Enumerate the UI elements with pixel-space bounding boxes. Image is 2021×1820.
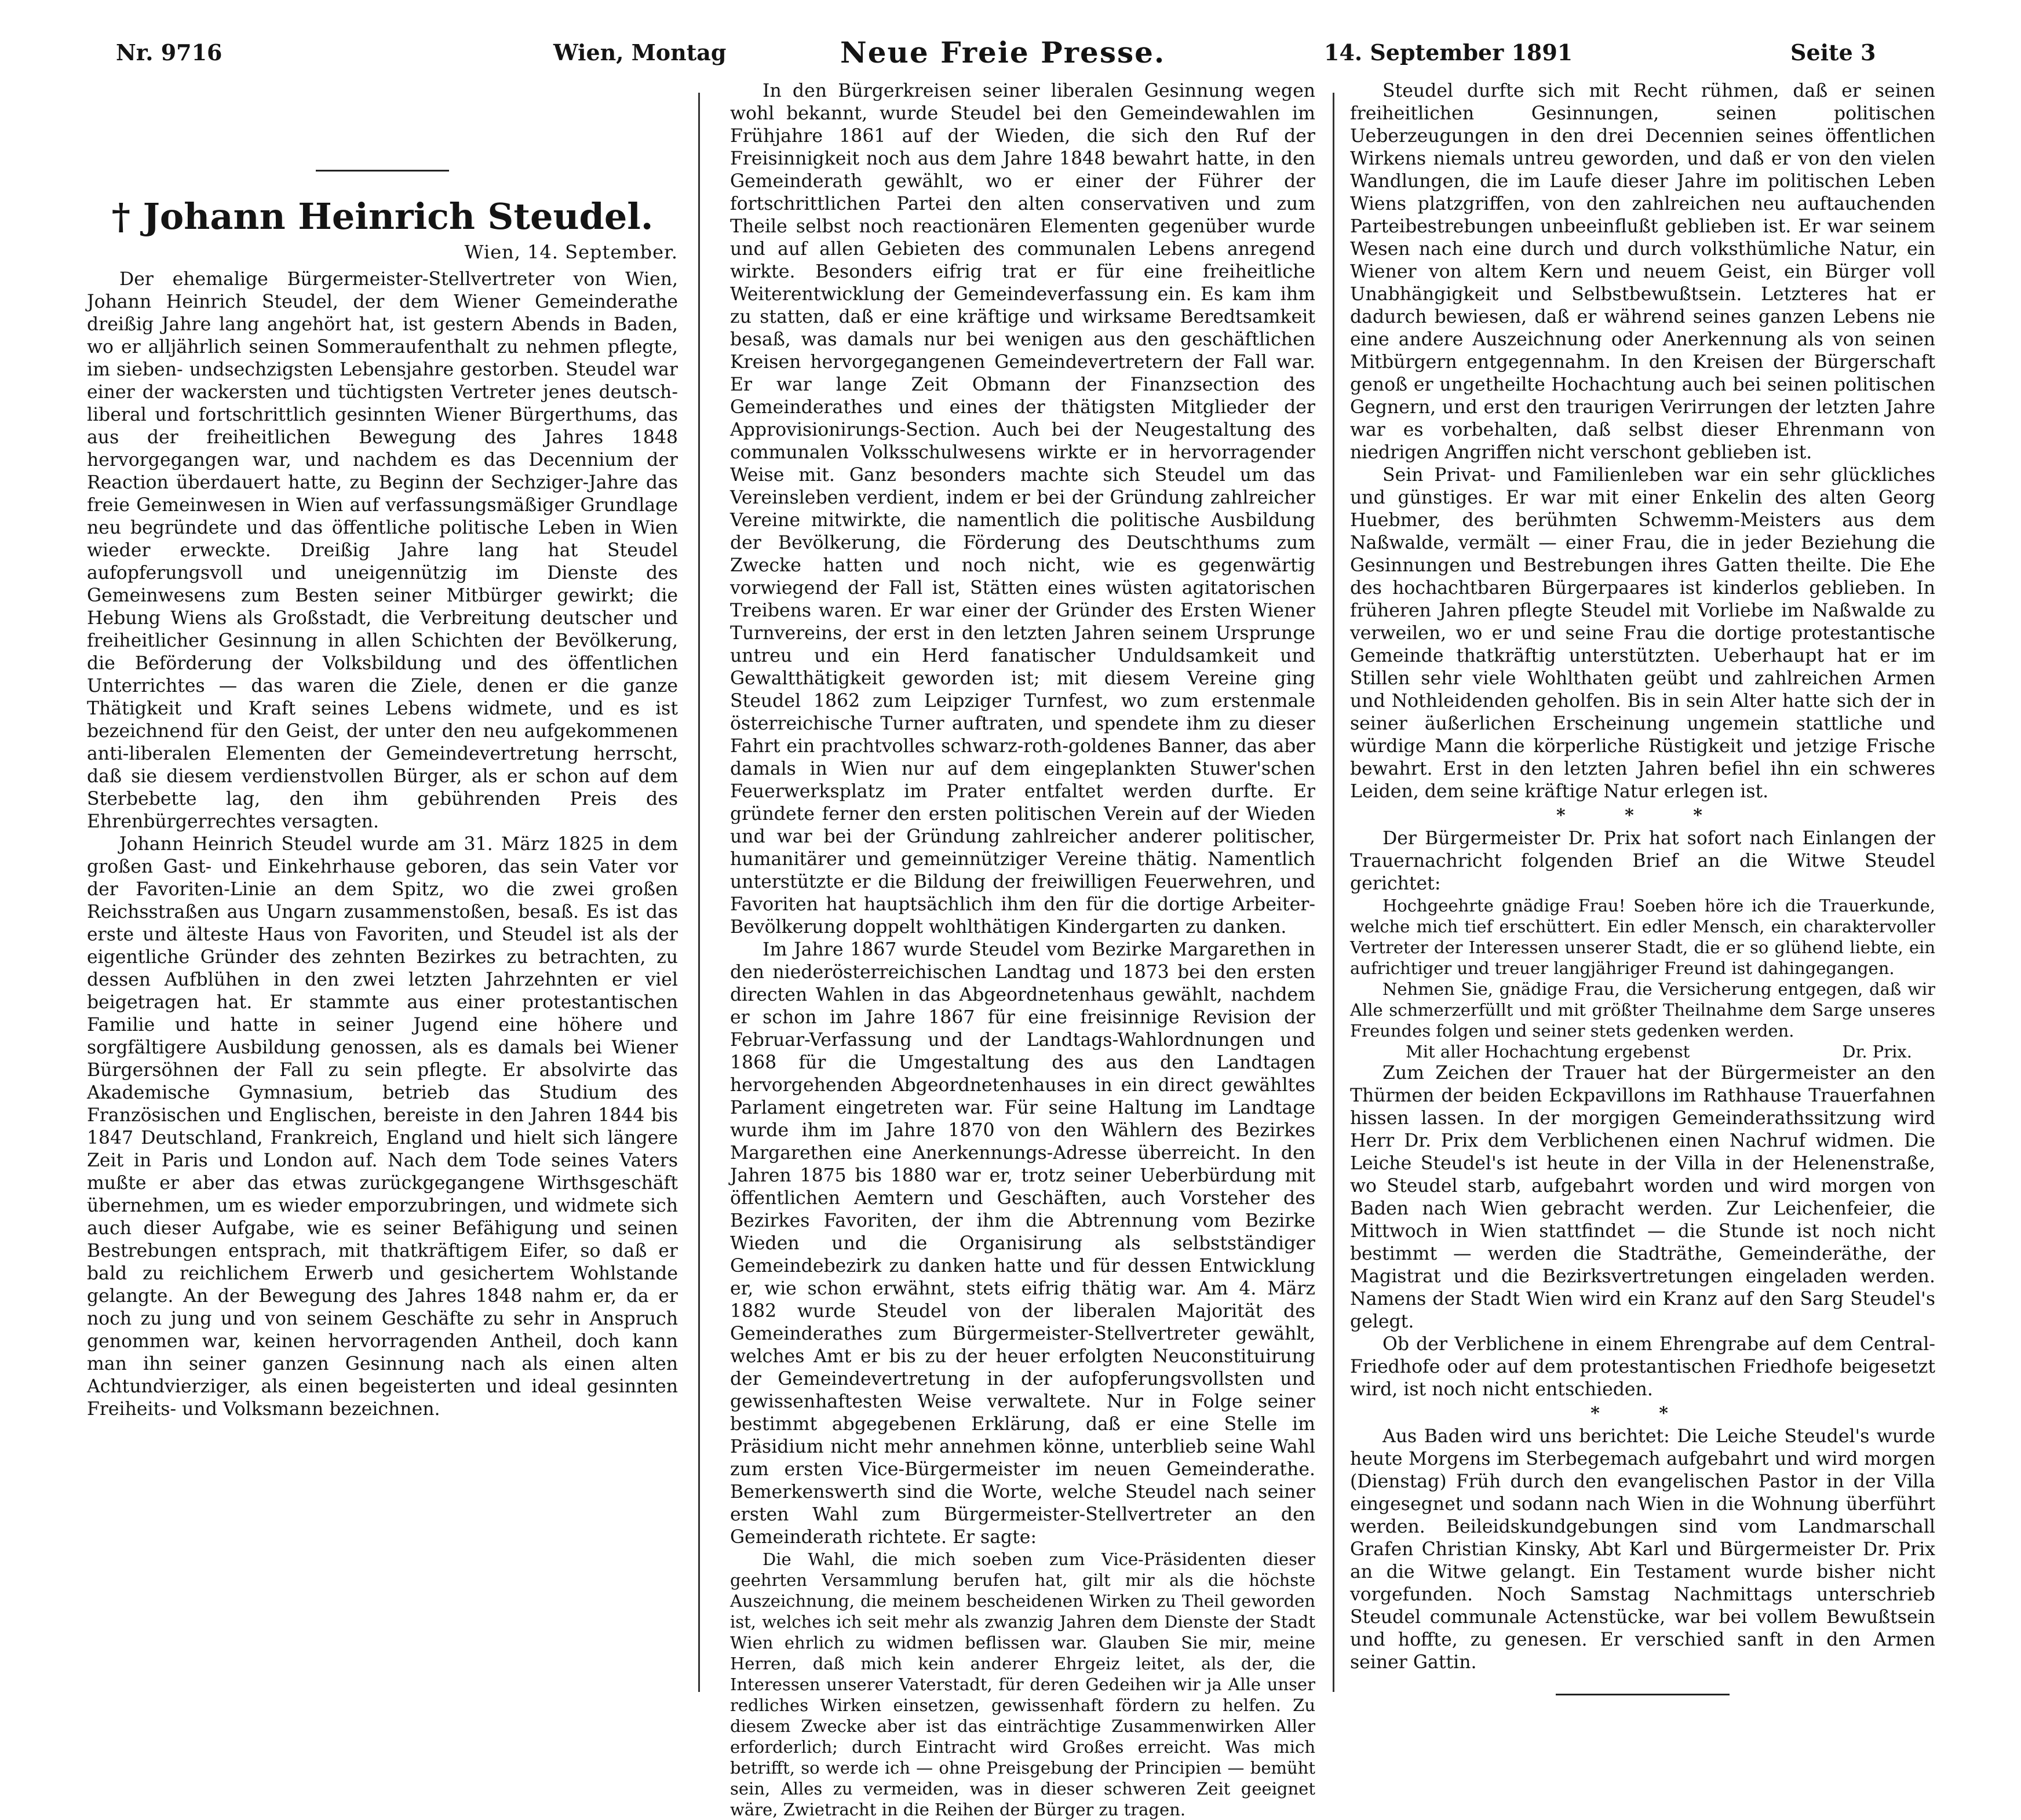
paragraph: Im Jahre 1867 wurde Steudel vom Bezirke Margarethen in den niederösterreichischen Landtag und 1873 bei den ersten directen Wahlen in das Abgeordnetenhaus gewählt, nachdem er schon im Jahre 1867 für eine freisinnige Revision der Februar-Verfassung und der Landtags-Wahlordnungen und 1868 für die Umgestaltung des aus den Landtagen hervorgehenden Abgeordnetenhauses in ein direct gewähltes Parlament eingetreten war. Für seine Haltung im Landtage wurde ihm im Jahre 1870 von den Wählern des Bezirkes Margarethen eine Anerkennungs-Adresse überreicht. In den Jahren 1875 bis 1880 war er, trotz seiner Ueberbürdung mit öffentlichen Aemtern und Geschäften, auch Vorsteher des Bezirkes Favoriten, der ihm die Abtrennung vom Bezirke Wieden und die Organisirung als selbstständiger Gemeindebezirk zu danken hatte und für dessen Entwicklung er, wie schon erwähnt, stets eifrig thätig war. Am 4. März 1882 wurde Steudel von der liberalen Majorität des Gemeinderathes zum Bürgermeister-Stellvertreter gewählt, welches Amt er bis zu der heuer erfolgten Neuconstituirung der Gemeindevertretung in der aufopferungsvollsten und gewissenhaftesten Weise verwaltete. Nur in Folge seiner bestimmt abgegebenen Erklärung, daß er eine Stelle im Präsidium nicht mehr annehmen könne, unterblieb seine Wahl zum ersten Vice-Bürgermeister im neuen Gemeinderathe. Bemerkenswerth sind die Worte, welche Steudel nach seiner ersten Wahl zum Bürgermeister-Stellvertreter an den Gemeinderath richtete. Er sagte: [730,939,1315,1548]
issue-number: Nr. 9716 [116,39,222,65]
end-rule [1556,1694,1730,1695]
newspaper-title: Neue Freie Presse. [840,35,1166,70]
paragraph: In den Bürgerkreisen seiner liberalen Gesinnung wegen wohl bekannt, wurde Steudel bei den Gemeindewahlen im Frühjahre 1861 auf der Wieden, die sich den Ruf der Freisinnigkeit noch aus dem Jahre 1848 bewahrt hatte, in den Gemeinderath gewählt, wo er einer der Führer der fortschrittlichen Partei den alten conservativen und zum Theile selbst noch reactionären Elementen gegenüber wurde und auf allen Gebieten des communalen Lebens anregend wirkte. Besonders eifrig trat er für eine freiheitliche Weiterentwicklung der Gemeindeverfassung ein. Es kam ihm zu statten, daß er eine kräftige und wirksame Beredtsamkeit besaß, was damals nur bei wenigen aus den geschäftlichen Kreisen hervorgegangenen Gemeindevertretern der Fall war. Er war lange Zeit Obmann der Finanzsection des Gemeinderathes und eines der thätigsten Mitglieder der Approvisionirungs-Section. Auch bei der Neugestaltung des communalen Volksschulwesens wirkte er in hervorragender Weise mit. Ganz besonders machte sich Steudel um das Vereinsleben verdient, indem er bei der Gründung zahlreicher Vereine mitwirkte, die namentlich die politische Ausbildung der Bevölkerung, die Förderung des Deutschthums zum Zwecke hatten und noch nicht, wie es gegenwärtig vorwiegend der Fall ist, Stätten eines wüsten agitatorischen Treibens waren. Er war einer der Gründer des Ersten Wiener Turnvereins, der erst in den letzten Jahren seinem Ursprunge untreu und ein Herd fanatischer Unduldsamkeit und Gewaltthätigkeit geworden ist; mit diesem Vereine ging Steudel 1862 zum Leipziger Turnfest, wo zum erstenmale österreichische Turner auftraten, und spendete ihm zu dieser Fahrt ein prachtvolles schwarz-roth-goldenes Banner, das aber damals in Wien nur auf dem eingeplankten Stuwer'schen Feuerwerksplatz im Prater entfaltet werden durfte. Er gründete ferner den ersten politischen Verein auf der Wieden und war bei der Gründung zahlreicher anderer politischer, humanitärer und gemeinnütziger Vereine thätig. Namentlich unterstützte er die Bildung der freiwilligen Feuerwehren, und Favoriten hat hauptsächlich ihm den für die dortige Arbeiter-Bevölkerung doppelt wohlthätigen Kindergarten zu danken. [730,81,1315,938]
letter-closing: Mit aller Hochachtung ergebenst [1406,1042,1690,1062]
headline-rule [316,170,449,172]
letter-paragraph: Nehmen Sie, gnädige Frau, die Versicherung entgegen, daß wir Alle schmerzerfüllt und mit größter Theilnahme dem Sarge unseres Freundes folgen und seiner stets gedenken werden. [1350,979,1935,1041]
dateline: Wien, 14. September. [464,241,678,263]
column-rule-left [698,93,700,1692]
section-separator: * * * [1556,805,1729,826]
paragraph: Aus Baden wird uns berichtet: Die Leiche Steudel's wurde heute Morgens im Sterbegemach aufgebahrt und wird morgen (Dienstag) Früh durch den evangelischen Pastor in der Villa eingesegnet und sodann nach Wien in die Wohnung überführt werden. Beileidskundgebungen sind vom Landmarschall Grafen Christian Kinsky, Abt Karl und Bürgermeister Dr. Prix an die Witwe gelangt. Ein Testament wurde bisher nicht vorgefunden. Noch Samstag Nachmittags unterschrieb Steudel communale Actenstücke, war bei vollem Bewußtsein und hoffte, zu genesen. Er verschied sanft in den Armen seiner Gattin. [1350,1426,1935,1673]
paragraph: Johann Heinrich Steudel wurde am 31. März 1825 in dem großen Gast- und Einkehrhause geboren, das sein Vater vor der Favoriten-Linie an dem Spitz, wo die zwei großen Reichsstraßen aus Ungarn zusammenstoßen, besaß. Es ist das erste und älteste Haus von Favoriten, und Steudel ist als der eigentliche Gründer des zehnten Bezirkes zu betrachten, zu dessen Aufblühen in den zwei letzten Jahrzehnten er viel beigetragen hat. Er stammte aus einer protestantischen Familie und hatte in seiner Jugend eine höhere und sorgfältigere Ausbildung genossen, als es damals bei Wiener Bürgersöhnen der Fall zu sein pflegte. Er absolvirte das Akademische Gymnasium, betrieb das Studium des Französischen und Englischen, bereiste in den Jahren 1844 bis 1847 Deutschland, Frankreich, England und hielt sich längere Zeit in Paris und London auf. Nach dem Tode seines Vaters mußte er aber das etwas zurückgegangene Wirthsgeschäft übernehmen, um es wieder emporzubringen, und widmete sich auch dieser Aufgabe, wie es seiner Befähigung und seinen Bestrebungen entsprach, mit thatkräftigem Eifer, so daß er bald zu reichlichem Erwerb und gesichertem Wohlstande gelangte. An der Bewegung des Jahres 1848 nahm er, da er noch zu jung und von seinem Geschäfte zu sehr in Anspruch genommen war, keinen hervorragenden Antheil, doch kann man ihn seiner ganzen Gesinnung nach als einen alten Achtundvierziger, als einen begeisterten und ideal gesinnten Freiheits- und Volksmann bezeichnen. [87,834,678,1420]
paragraph: Der Bürgermeister Dr. Prix hat sofort nach Einlangen der Trauernachricht folgenden Brief an die Witwe Steudel gerichtet: [1350,828,1935,894]
article-headline: † Johann Heinrich Steudel. [111,195,654,238]
masthead [0,0,2021,68]
letter-signature: Dr. Prix. [1842,1042,1912,1062]
column-1 [87,80,678,1421]
column-2 [730,80,1315,1820]
letter-paragraph: Hochgeehrte gnädige Frau! Soeben höre ich die Trauerkunde, welche mich tief erschüttert. Ein edler Mensch, ein charaktervoller Vertreter der Interessen unserer Stadt, die er so glühend liebte, ein aufrichtiger und treuer langjähriger Freund ist dahingegangen. [1350,896,1935,978]
section-separator: * * [1590,1403,1695,1424]
paragraph: Zum Zeichen der Trauer hat der Bürgermeister an den Thürmen der beiden Eckpavillons im Rathhause Trauerfahnen hissen lassen. In der morgigen Gemeinderathssitzung wird Herr Dr. Prix dem Verblichenen einen Nachruf widmen. Die Leiche Steudel's ist heute in der Villa in der Helenenstraße, wo Steudel starb, aufgebahrt worden und wird morgen von Baden nach Wien gebracht werden. Zur Leichenfeier, die Mittwoch in Wien stattfindet — die Stunde ist noch nicht bestimmt — werden die Stadträthe, Gemeinderäthe, der Magistrat und die Bezirksvertretungen eingeladen werden. Namens der Stadt Wien wird ein Kranz auf den Sarg Steudel's gelegt. [1350,1063,1935,1332]
paragraph: Sein Privat- und Familienleben war ein sehr glückliches und günstiges. Er war mit einer Enkelin des alten Georg Huebmer, des berühmten Schwemm-Meisters aus dem Naßwalde, vermält — einer Frau, die in jeder Beziehung die Gesinnungen und Bestrebungen ihres Gatten theilte. Die Ehe des hochachtbaren Bürgerpaares ist kinderlos geblieben. In früheren Jahren pflegte Steudel mit Vorliebe im Naßwalde zu verweilen, wo er und seine Frau die dortige protestantische Gemeinde thatkräftig unterstützten. Ueberhaupt hat er im Stillen sehr viele Wohlthaten geübt und zahlreichen Armen und Nothleidenden geholfen. Bis in sein Alter hatte sich der in seiner äußerlichen Erscheinung ungemein stattliche und würdige Mann die körperliche Rüstigkeit und jetzige Frische bewahrt. Erst in den letzten Jahren befiel ihn ein schweres Leiden, dem seine kräftige Natur erlegen ist. [1350,465,1935,802]
place-day: Wien, Montag [553,39,727,65]
column-rule-right [1333,93,1334,1692]
paragraph: Steudel durfte sich mit Recht rühmen, daß er seinen freiheitlichen Gesinnungen, seinen politischen Ueberzeugungen in den drei Decennien seines öffentlichen Wirkens niemals untreu geworden, und daß er von den vielen Wandlungen, die im Laufe dieser Jahre im politischen Leben Wiens platzgriffen, von den zahlreichen neu auftauchenden Parteibestrebungen unbeeinflußt geblieben ist. Er war seinem Wesen nach eine durch und durch volksthümliche Natur, ein Wiener von altem Kern und neuem Geist, ein Bürger voll Unabhängigkeit und Selbstbewußtsein. Letzteres hat er dadurch bewiesen, daß er während seines ganzen Lebens nie eine andere Auszeichnung oder Anerkennung als von seinen Mitbürgern entgegennahm. In den Kreisen der Bürgerschaft genoß er ungetheilte Hochachtung auch bei seinen politischen Gegnern, und erst den traurigen Verirrungen der letzten Jahre war es vorbehalten, daß selbst dieser Ehrenmann von niedrigen Angriffen nicht verschont geblieben ist. [1350,81,1935,463]
column-3 [1350,80,1935,1695]
letter [1350,895,1935,1062]
paragraph: Ob der Verblichene in einem Ehrengrabe auf dem Central-Friedhofe oder auf dem protestantischen Friedhofe beigesetzt wird, ist noch nicht entschieden. [1350,1334,1935,1400]
page-number: Seite 3 [1790,39,1876,65]
issue-date: 14. September 1891 [1324,39,1573,65]
quoted-speech [730,1549,1315,1820]
letter-signature-line [1350,1041,1935,1062]
paragraph: Der ehemalige Bürgermeister-Stellvertreter von Wien, Johann Heinrich Steudel, der dem Wiener Gemeinderathe dreißig Jahre lang angehört hat, ist gestern Abends in Baden, wo er alljährlich seinen Sommeraufenthalt zu nehmen pflegte, im sieben- undsechzigsten Lebensjahre gestorben. Steudel war einer der wackersten und tüchtigsten Vertreter jenes deutsch-liberal und fortschrittlich gesinnten Wiener Bürgerthums, das aus der freiheitlichen Bewegung des Jahres 1848 hervorgegangen war, und nachdem es das Decennium der Reaction überdauert hatte, zu Beginn der Sechziger-Jahre das freie Gemeinwesen in Wien auf verfassungsmäßiger Grundlage neu begründete und das öffentliche politische Leben in Wien wieder erweckte. Dreißig Jahre lang hat Steudel aufopferungsvoll und uneigennützig im Dienste des Gemeinwesens zum Besten seiner Mitbürger gewirkt; die Hebung Wiens als Großstadt, die Verbreitung deutscher und freiheitlicher Gesinnung in allen Schichten der Bevölkerung, die Beförderung der Volksbildung und des öffentlichen Unterrichtes — das waren die Ziele, denen er die ganze Thätigkeit und Kraft seines Lebens widmete, und es ist bezeichnend für den Geist, der unter den neu aufgekommenen anti-liberalen Elementen der Gemeindevertretung herrscht, daß sie diesem verdienstvollen Bürger, als er schon auf dem Sterbebette lag, den ihm gebührenden Preis des Ehrenbürgerrechtes versagten. [87,269,678,832]
quote-paragraph: Die Wahl, die mich soeben zum Vice-Präsidenten dieser geehrten Versammlung berufen hat, gilt mir als die höchste Auszeichnung, die meinem bescheidenen Wirken zu Theil geworden ist, welches ich seit mehr als zwanzig Jahren dem Dienste der Stadt Wien ehrlich zu widmen beflissen war. Glauben Sie mir, meine Herren, daß mich kein anderer Ehrgeiz leitet, als der, die Interessen unserer Vaterstadt, für deren Gedeihen wir ja Alle unser redliches Wirken einsetzen, gewissenhaft fördern zu helfen. Zu diesem Zwecke aber ist das einträchtige Zusammenwirken Aller erforderlich; durch Eintracht wird Großes erreicht. Was mich betrifft, so werde ich — ohne Preisgebung der Principien — bemüht sein, Alles zu vermeiden, was in dieser schweren Zeit geeignet wäre, Zwietracht in die Reihen der Bürger zu tragen. [730,1549,1315,1819]
